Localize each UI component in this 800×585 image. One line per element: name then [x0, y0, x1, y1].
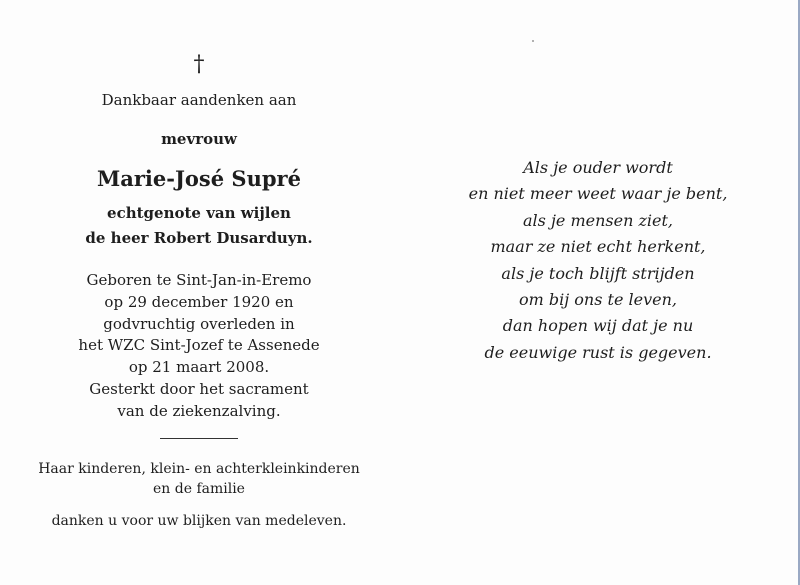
poem-line: dan hopen wij dat je nu [502, 316, 694, 336]
family-line: en de familie [153, 481, 245, 497]
biography-line: op 29 december 1920 en [104, 292, 294, 311]
intro-text: Dankbaar aandenken aan [101, 91, 297, 109]
spouse-line: de heer Robert Dusarduyn. [85, 229, 313, 247]
poem-line: maar ze niet echt herkent, [490, 237, 706, 257]
poem-line: als je mensen ziet, [522, 210, 673, 230]
poem-line: als je toch blijft strijden [501, 263, 695, 283]
memorial-right-panel [398, 0, 798, 585]
biography-block [0, 270, 398, 423]
poem-line: en niet meer weet waar je bent, [468, 184, 728, 204]
memorial-left-panel [0, 0, 398, 585]
divider [160, 438, 238, 439]
salutation: mevrouw [161, 130, 237, 148]
poem-line: om bij ons te leven, [519, 290, 677, 310]
biography-line: het WZC Sint-Jozef te Assenede [78, 336, 320, 355]
deceased-name: Marie-José Supré [97, 166, 301, 191]
cross-icon: † [193, 52, 205, 77]
spouse-line: echtgenote van wijlen [107, 204, 291, 222]
biography-line: van de ziekenzalving. [117, 401, 281, 420]
biography-line: op 21 maart 2008. [128, 358, 270, 377]
thanks-text: danken u voor uw blijken van medeleven. [51, 513, 347, 529]
biography-line: Geboren te Sint-Jan-in-Eremo [86, 271, 312, 289]
poem-line: Als je ouder wordt [523, 158, 673, 177]
paper-speck [532, 40, 534, 42]
family-line: Haar kinderen, klein- en achterkleinkinderen [38, 461, 360, 477]
family-block [0, 459, 398, 499]
poem [398, 155, 798, 366]
poem-line: de eeuwige rust is gegeven. [484, 342, 712, 362]
biography-line: godvruchtig overleden in [103, 314, 295, 333]
biography-line: Gesterkt door het sacrament [89, 379, 309, 398]
